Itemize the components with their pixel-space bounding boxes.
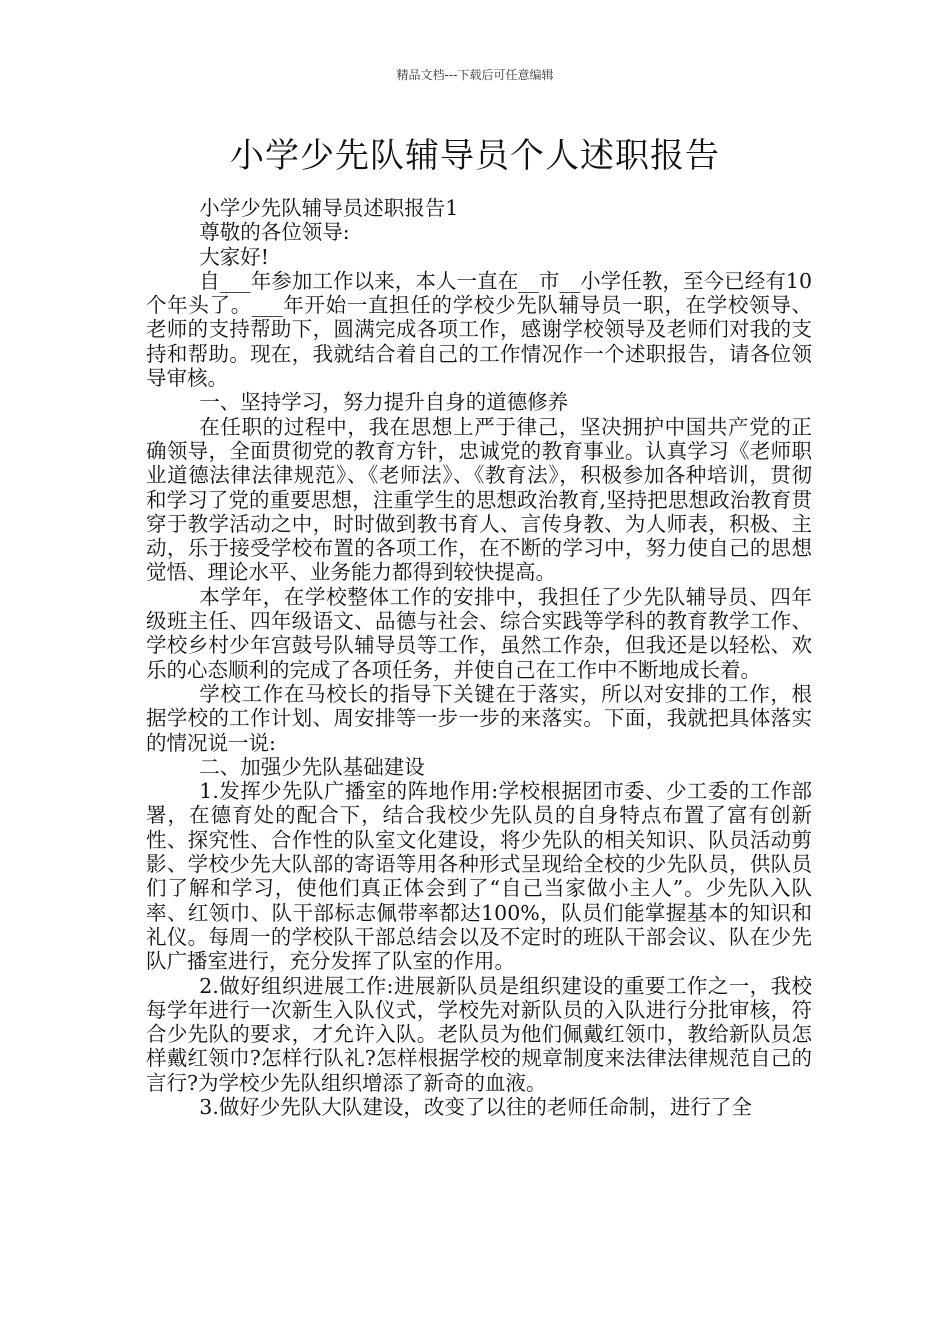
page-header-note: 精品文档---下载后可任意编辑 <box>396 68 554 82</box>
document-body <box>146 196 812 1119</box>
section-heading-1: 一、坚持学习，努力提升自身的道德修养 <box>199 390 569 415</box>
body-paragraph: 学校工作在马校长的指导下关键在于落实，所以对安排的工作，根据学校的工作计划、周安排等一步一步的来落实。下面，我就把具体落实的情况说一说: <box>146 681 812 755</box>
body-paragraph: 在任职的过程中，我在思想上严于律己，坚决拥护中国共产党的正确领导，全面贯彻党的教育方针，忠诚党的教育事业。认真学习《老师职业道德法律法律规范》、《老师法》、《教育法》，积极参加各种培训，贯彻和学习了党的重要思想，注重学生的思想政治教育,坚持把思想政治教育贯穿于教学活动之中，时时做到教书育人、言传身教、为人师表，积极、主动，乐于接受学校布置的各项工作，在不断的学习中，努力使自己的思想觉悟、理论水平、业务能力都得到较快提高。 <box>146 414 812 585</box>
greeting: 大家好! <box>199 244 270 269</box>
section-heading-2: 二、加强少先队基础建设 <box>199 754 425 779</box>
body-paragraph: 1.发挥少先队广播室的阵地作用:学校根据团市委、少工委的工作部署，在德育处的配合下，结合我校少先队员的自身特点布置了富有创新性、探究性、合作性的队室文化建设，将少先队的相关知识、队员活动剪影、学校少先大队部的寄语等用各种形式呈现给全校的少先队员，供队员们了解和学习，使他们真正体会到了“自己当家做小主人”。少先队入队率、红领巾、队干部标志佩带率都达100%，队员们能掌握基本的知识和礼仪。每周一的学校队干部总结会以及不定时的班队干部会议、队在少先队广播室进行，充分发挥了队室的作用。 <box>146 779 812 974</box>
body-paragraph: 2.做好组织进展工作:进展新队员是组织建设的重要工作之一，我校每学年进行一次新生入队仪式，学校先对新队员的入队进行分批审核，符合少先队的要求，才允许入队。老队员为他们佩戴红领巾，教给新队员怎样戴红领巾?怎样行队礼?怎样根据学校的规章制度来法律法律规范自己的言行?为学校少先队组织增添了新奇的血液。 <box>146 973 812 1095</box>
body-paragraph: 3.做好少先队大队建设，改变了以往的老师任命制，进行了全 <box>199 1094 752 1119</box>
salutation: 尊敬的各位领导: <box>199 220 350 245</box>
document-title: 小学少先队辅导员个人述职报告 <box>230 136 720 176</box>
body-paragraph: 本学年，在学校整体工作的安排中，我担任了少先队辅导员、四年级班主任、四年级语文、品德与社会、综合实践等学科的教育教学工作、学校乡村少年宫鼓号队辅导员等工作，虽然工作杂，但我还是以轻松、欢乐的心态顺利的完成了各项任务，并使自己在工作中不断地成长着。 <box>146 584 812 682</box>
intro-paragraph: 自___年参加工作以来，本人一直在__市__小学任教，至今已经有10个年头了。___年开始一直担任的学校少先队辅导员一职，在学校领导、老师的支持帮助下，圆满完成各项工作，感谢学校领导及老师们对我的支持和帮助。现在，我就结合着自己的工作情况作一个述职报告，请各位领导审核。 <box>146 268 812 391</box>
report-subtitle: 小学少先队辅导员述职报告1 <box>199 196 459 220</box>
